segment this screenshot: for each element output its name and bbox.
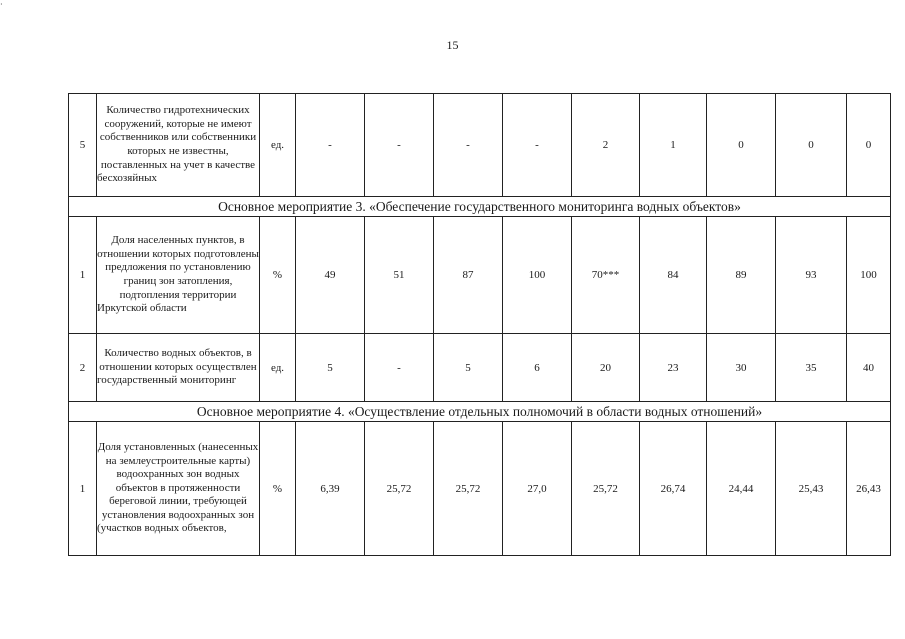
value-cell: 23 xyxy=(640,334,707,402)
page-number: 15 xyxy=(446,38,459,52)
table-row xyxy=(69,334,891,402)
section-row xyxy=(69,402,891,422)
value-cell: 0 xyxy=(776,94,847,197)
value-cell: 93 xyxy=(776,217,847,334)
value-cell: - xyxy=(296,94,365,197)
unit-cell: % xyxy=(260,217,296,334)
value-cell: 25,72 xyxy=(434,422,503,556)
value-cell: - xyxy=(365,94,434,197)
value-cell: 26,43 xyxy=(847,422,891,556)
value-cell: 84 xyxy=(640,217,707,334)
table-row xyxy=(69,94,891,197)
indicator-description: Количество водных объектов, в отношении которых осуществлен государственный мониторинг xyxy=(97,334,260,402)
indicator-table xyxy=(68,93,891,556)
value-cell: 6,39 xyxy=(296,422,365,556)
value-cell: - xyxy=(365,334,434,402)
value-cell: 0 xyxy=(707,94,776,197)
value-cell: 30 xyxy=(707,334,776,402)
value-cell: 51 xyxy=(365,217,434,334)
row-number: 2 xyxy=(69,334,97,402)
value-cell: 5 xyxy=(296,334,365,402)
value-cell: 0 xyxy=(847,94,891,197)
value-cell: 40 xyxy=(847,334,891,402)
indicator-description: Доля населенных пунктов, в отношении которых подготовлены предложения по установлению границ зон затопления, подтопления территории Иркутской области xyxy=(97,217,260,334)
row-number: 1 xyxy=(69,422,97,556)
section-title: Основное мероприятие 4. «Осуществление отдельных полномочий в области водных отношений» xyxy=(69,402,891,422)
value-cell: 6 xyxy=(503,334,572,402)
value-cell: 25,72 xyxy=(365,422,434,556)
row-number: 5 xyxy=(69,94,97,197)
value-cell: 35 xyxy=(776,334,847,402)
unit-cell: ед. xyxy=(260,334,296,402)
value-cell: 2 xyxy=(572,94,640,197)
value-cell: 1 xyxy=(640,94,707,197)
value-cell: 5 xyxy=(434,334,503,402)
value-cell: 100 xyxy=(503,217,572,334)
value-cell: 25,72 xyxy=(572,422,640,556)
table-row xyxy=(69,217,891,334)
value-cell: - xyxy=(434,94,503,197)
value-cell: 100 xyxy=(847,217,891,334)
value-cell: - xyxy=(503,94,572,197)
scan-mark: · xyxy=(0,0,3,9)
value-cell: 89 xyxy=(707,217,776,334)
indicator-description: Доля установленных (нанесенных на землеустроительные карты) водоохранных зон водных объектов в протяженности береговой линии, требующей установления водоохранных зон (участков водных объектов, xyxy=(97,422,260,556)
section-row xyxy=(69,197,891,217)
value-cell: 27,0 xyxy=(503,422,572,556)
indicator-description: Количество гидротехнических сооружений, которые не имеют собственников или собственники которых не известны, поставленных на учет в качестве бесхозяйных xyxy=(97,94,260,197)
unit-cell: ед. xyxy=(260,94,296,197)
value-cell: 20 xyxy=(572,334,640,402)
value-cell: 24,44 xyxy=(707,422,776,556)
value-cell: 70*** xyxy=(572,217,640,334)
unit-cell: % xyxy=(260,422,296,556)
table-row xyxy=(69,422,891,556)
value-cell: 49 xyxy=(296,217,365,334)
value-cell: 87 xyxy=(434,217,503,334)
value-cell: 25,43 xyxy=(776,422,847,556)
value-cell: 26,74 xyxy=(640,422,707,556)
row-number: 1 xyxy=(69,217,97,334)
section-title: Основное мероприятие 3. «Обеспечение государственного мониторинга водных объектов» xyxy=(69,197,891,217)
